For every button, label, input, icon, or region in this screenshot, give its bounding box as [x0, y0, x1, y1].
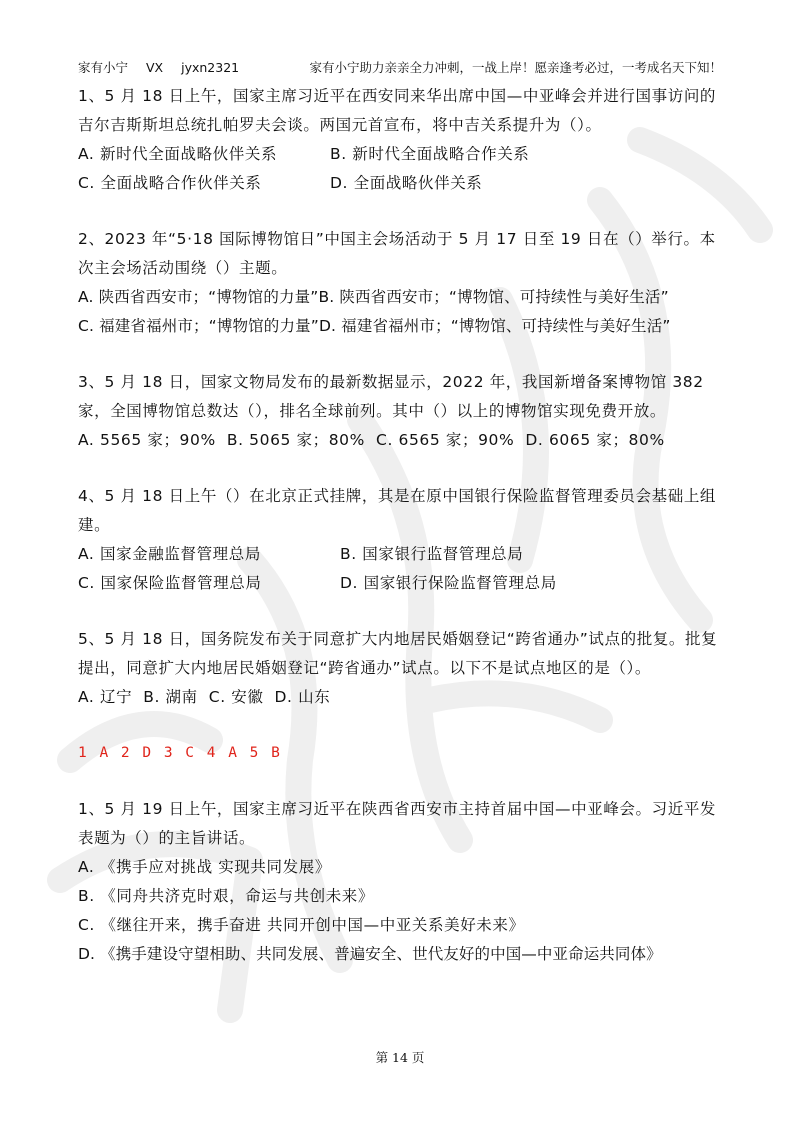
answer-key: 1 A 2 D 3 C 4 A 5 B	[78, 745, 282, 761]
option-ab: A. 陕西省西安市；“博物馆的力量”B. 陕西省西安市；“博物馆、可持续性与美好生活”	[78, 288, 669, 306]
question-next-1	[78, 795, 728, 969]
question-4	[78, 482, 728, 598]
header-id: jyxn2321	[181, 60, 240, 75]
header-left	[78, 58, 253, 76]
option-b: B. 新时代全面战略合作关系	[330, 145, 530, 163]
option-a: A. 新时代全面战略伙伴关系	[78, 145, 278, 163]
question-3	[78, 368, 728, 455]
question-1	[78, 82, 728, 198]
option-d: D. 全面战略伙伴关系	[330, 174, 483, 192]
option-b: B. 《同舟共济克时艰，命运与共创未来》	[78, 887, 374, 905]
header-name: 家有小宁	[78, 60, 129, 75]
options	[78, 540, 728, 598]
question-text: 3、5 月 18 日，国家文物局发布的最新数据显示，2022 年，我国新增备案博物馆 382 家，全国博物馆总数达（），排名全球前列。其中（）以上的博物馆实现免费开放。	[78, 373, 704, 420]
option-b: B. 国家银行监督管理总局	[340, 545, 524, 563]
option-d: D. 《携手建设守望相助、共同发展、普遍安全、世代友好的中国—中亚命运共同体》	[78, 945, 662, 963]
options	[78, 140, 728, 198]
question-text: 1、5 月 19 日上午，国家主席习近平在陕西省西安市主持首届中国—中亚峰会。习近平发表题为（）的主旨讲话。	[78, 800, 717, 847]
question-text: 5、5 月 18 日，国务院发布关于同意扩大内地居民婚姻登记“跨省通办”试点的批复。批复提出，同意扩大内地居民婚姻登记“跨省通办”试点。以下不是试点地区的是（）。	[78, 630, 718, 677]
question-text: 4、5 月 18 日上午（）在北京正式挂牌，其是在原中国银行保险监督管理委员会基础上组建。	[78, 487, 717, 534]
question-text: 2、2023 年“5·18 国际博物馆日”中国主会场活动于 5 月 17 日至 19 日在（）举行。本次主会场活动围绕（）主题。	[78, 230, 716, 277]
question-5	[78, 625, 728, 712]
header-slogan: 家有小宁助力亲亲全力冲刺，一战上岸！愿亲逢考必过，一考成名天下知！	[309, 60, 722, 75]
page-number: 第 14 页	[375, 1050, 425, 1065]
option-d: D. 国家银行保险监督管理总局	[340, 574, 557, 592]
option-c: C. 《继往开来，携手奋进 共同开创中国—中亚关系美好未来》	[78, 916, 525, 934]
question-2	[78, 225, 728, 341]
option-a: A. 《携手应对挑战 实现共同发展》	[78, 858, 331, 876]
question-text: 1、5 月 18 日上午，国家主席习近平在西安同来华出席中国—中亚峰会并进行国事访问的吉尔吉斯斯坦总统扎帕罗夫会谈。两国元首宣布，将中吉关系提升为（）。	[78, 87, 717, 134]
options-line: A. 5565 家；90% B. 5065 家；80% C. 6565 家；90% D. 6065 家；80%	[78, 431, 665, 449]
option-c: C. 国家保险监督管理总局	[78, 574, 262, 592]
option-cd: C. 福建省福州市；“博物馆的力量”D. 福建省福州市；“博物馆、可持续性与美好生活”	[78, 317, 671, 335]
option-c: C. 全面战略合作伙伴关系	[78, 174, 262, 192]
header-vx: VX	[146, 60, 164, 75]
page-header	[78, 58, 722, 76]
options-line: A. 辽宁 B. 湖南 C. 安徽 D. 山东	[78, 688, 331, 706]
document-body	[78, 82, 728, 969]
option-a: A. 国家金融监督管理总局	[78, 545, 261, 563]
